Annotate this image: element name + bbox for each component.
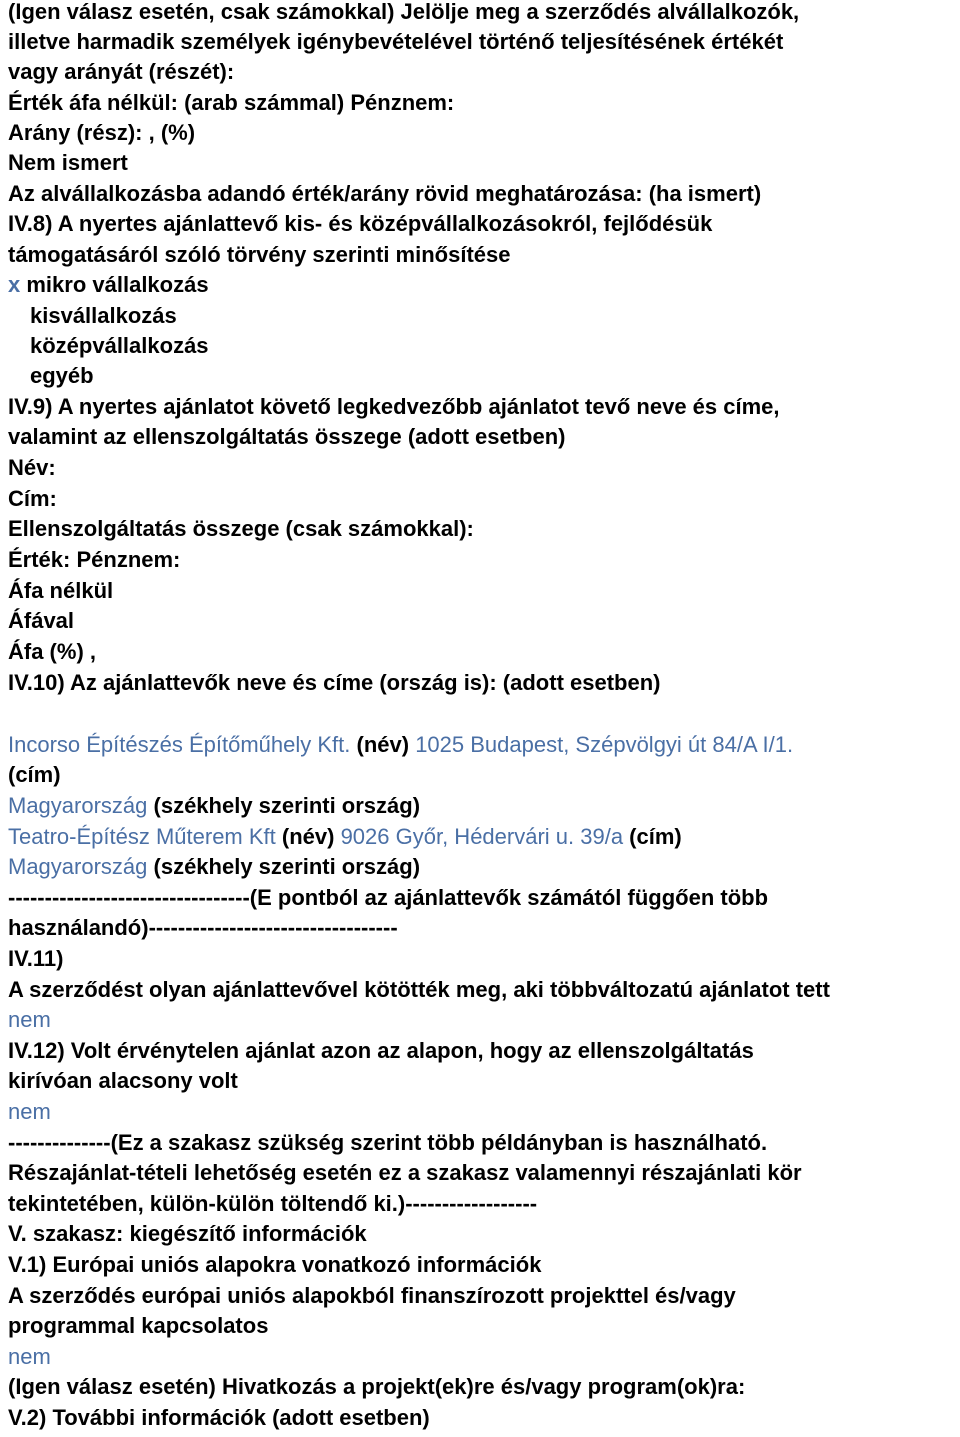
section-heading-iv12: IV.12) Volt érvénytelen ajánlat azon az alapon, hogy az ellenszolgáltatás — [8, 1038, 754, 1063]
text-line: illetve harmadik személyek igénybevételével történő teljesítésének értékét — [8, 29, 784, 54]
text-line: Áfával — [8, 608, 75, 633]
bidder-2-name: Teatro-Építész Műterem Kft — [8, 824, 276, 849]
option-small: kisvállalkozás — [30, 303, 177, 328]
section-heading-iv8: IV.8) A nyertes ajánlattevő kis- és középvállalkozásokról, fejlődésük — [8, 211, 713, 236]
bidder-1-country-line — [8, 791, 420, 821]
checked-mark: x — [8, 272, 21, 297]
text-line: Cím: — [8, 486, 57, 511]
text-line: Nem ismert — [8, 150, 128, 175]
text-line: vagy arányát (részét): — [8, 59, 235, 84]
section-heading-v1: V.1) Európai uniós alapokra vonatkozó információk — [8, 1252, 542, 1277]
bidder-2-address: 9026 Győr, Hédervári u. 39/a — [340, 824, 624, 849]
text-line: --------------(Ez a szakasz szükség szerint több példányban is használható. — [8, 1130, 768, 1155]
text-line: A szerződést olyan ajánlattevővel kötötték meg, aki többváltozatú ajánlatot tett — [8, 977, 830, 1002]
text-line: Az alvállalkozásba adandó érték/arány rövid meghatározása: (ha ismert) — [8, 181, 762, 206]
text-line: Érték áfa nélkül: (arab számmal) Pénznem: — [8, 90, 455, 115]
text-line: támogatásáról szóló törvény szerinti minősítése — [8, 242, 511, 267]
answer-value: nem — [8, 1099, 51, 1124]
section-heading-iv9: IV.9) A nyertes ajánlatot követő legkedvezőbb ajánlatot tevő neve és címe, — [8, 394, 780, 419]
answer-value: nem — [8, 1007, 51, 1032]
label: (székhely szerinti ország) — [147, 793, 421, 818]
bidder-2-country-line — [8, 852, 420, 882]
text-line: (Igen válasz esetén) Hivatkozás a projekt(ek)re és/vagy program(ok)ra: — [8, 1374, 746, 1399]
text-line: Érték: Pénznem: — [8, 547, 181, 572]
bidder-2-country: Magyarország — [8, 854, 148, 879]
text-line: Ellenszolgáltatás összege (csak számokkal): — [8, 516, 474, 541]
text-line: programmal kapcsolatos — [8, 1313, 269, 1338]
option-medium: középvállalkozás — [30, 333, 209, 358]
text-line: (Igen válasz esetén, csak számokkal) Jelölje meg a szerződés alvállalkozók, — [8, 0, 800, 24]
section-heading-v2: V.2) További információk (adott esetben) — [8, 1405, 430, 1430]
bidder-1-country: Magyarország — [8, 793, 148, 818]
text-line: Áfa nélkül — [8, 578, 114, 603]
label: (név) — [275, 824, 341, 849]
option-label: mikro vállalkozás — [20, 272, 209, 297]
text-line: használandó)---------------------------------- — [8, 915, 398, 940]
bidder-1-address: 1025 Budapest, Szépvölgyi út 84/A I/1. — [415, 732, 794, 757]
section-heading-iv10: IV.10) Az ajánlattevők neve és címe (ország is): (adott esetben) — [8, 670, 661, 695]
label: (név) — [350, 732, 416, 757]
bidder-1-line — [8, 730, 793, 760]
text-line: Név: — [8, 455, 56, 480]
text-line: ---------------------------------(E pontból az ajánlattevők számától függően több — [8, 885, 769, 910]
answer-value: nem — [8, 1344, 51, 1369]
section-heading-v: V. szakasz: kiegészítő információk — [8, 1221, 367, 1246]
text-line: Részajánlat-tételi lehetőség esetén ez a szakasz valamennyi részajánlati kör — [8, 1160, 802, 1185]
text-line: Arány (rész): , (%) — [8, 120, 196, 145]
section-heading-iv11: IV.11) — [8, 946, 64, 971]
bidder-1-name: Incorso Építészés Építőműhely Kft. — [8, 732, 351, 757]
text-line: tekintetében, külön-külön töltendő ki.)------------------ — [8, 1191, 538, 1216]
bidder-2-line — [8, 822, 682, 852]
text-line: kirívóan alacsony volt — [8, 1068, 238, 1093]
option-other: egyéb — [30, 363, 94, 388]
text-line: A szerződés európai uniós alapokból finanszírozott projekttel és/vagy — [8, 1283, 736, 1308]
text-line: (cím) — [8, 762, 61, 787]
label: (cím) — [623, 824, 682, 849]
option-micro — [8, 270, 209, 300]
text-line: valamint az ellenszolgáltatás összege (adott esetben) — [8, 424, 566, 449]
text-line: Áfa (%) , — [8, 639, 96, 664]
label: (székhely szerinti ország) — [147, 854, 421, 879]
